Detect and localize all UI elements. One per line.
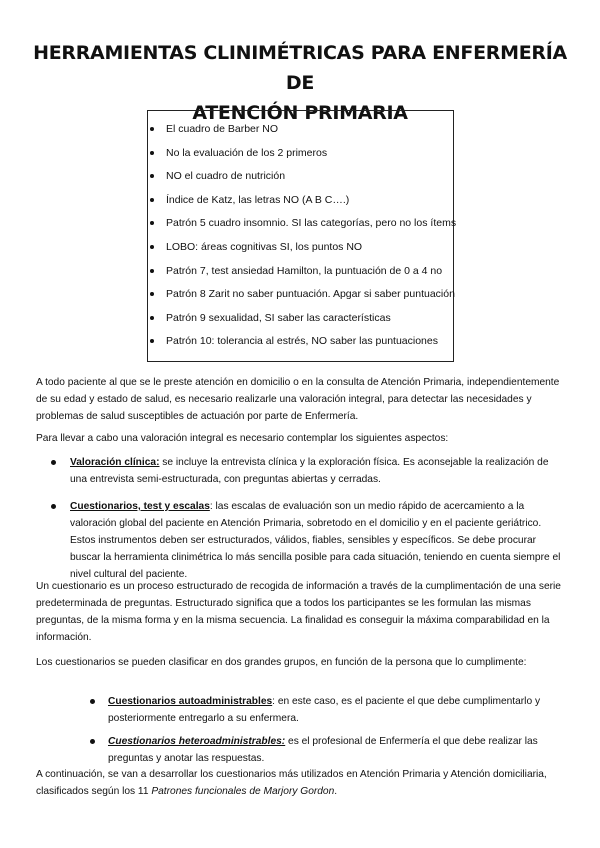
aspect-text: : las escalas de evaluación son un medio rápido de acercamiento a la valoración global del paciente en Atención Primaria, sobretodo en el domicilio y en el paciente geriátrico. Estos instrumentos deben ser estructurados, válidos, fiables, sensibles y específicos. Se debe procurar buscar la herramienta clinimétrica lo más sencilla posible para cada situación, teniendo en cuenta siempre el nivel cultural del paciente. bbox=[70, 501, 561, 580]
intro-paragraph: A todo paciente al que se le preste atención en domicilio o en la consulta de Atención Primaria, independientemente de su edad y estado de salud, es necesario realizarle una valoración integral, para detectar las necesidades y problemas de salud susceptibles de actuación por parte de Enfermería. bbox=[36, 377, 560, 422]
questionnaire-types-list bbox=[90, 693, 560, 773]
page-title-line-2: ATENCIÓN PRIMARIA bbox=[192, 102, 408, 124]
bullet-icon bbox=[51, 504, 56, 509]
list-item: No la evaluación de los 2 primeros bbox=[148, 145, 453, 169]
list-item: Patrón 10: tolerancia al estrés, NO saber las puntuaciones bbox=[148, 333, 453, 357]
bullet-icon bbox=[150, 127, 154, 131]
bullet-icon bbox=[51, 460, 56, 465]
aspects-intro: Para llevar a cabo una valoración integral es necesario contemplar los siguientes aspectos: bbox=[36, 433, 449, 444]
classification-intro: Los cuestionarios se pueden clasificar en dos grandes grupos, en función de la persona que lo cumplimente: bbox=[36, 657, 527, 668]
aspects-list bbox=[36, 454, 566, 593]
closing-paragraph: A continuación, se van a desarrollar los cuestionarios más utilizados en Atención Primaria y Atención domiciliaria, clasificados según los 11 Patrones funcionales de Marjory Gordon. bbox=[36, 769, 547, 797]
bullet-icon bbox=[150, 198, 154, 202]
bullet-icon bbox=[90, 739, 95, 744]
type-text: es el profesional de Enfermería el que debe realizar las preguntas y anotar las respuestas. bbox=[108, 736, 538, 764]
page-title-line-1: HERRAMIENTAS CLINIMÉTRICAS PARA ENFERMERÍA DE bbox=[33, 42, 567, 94]
list-item: Patrón 7, test ansiedad Hamilton, la puntuación de 0 a 4 no bbox=[148, 263, 453, 287]
aspect-term: Cuestionarios, test y escalas bbox=[70, 501, 210, 512]
list-item: NO el cuadro de nutrición bbox=[148, 168, 453, 192]
list-item bbox=[36, 498, 566, 583]
list-item: LOBO: áreas cognitivas SI, los puntos NO bbox=[148, 239, 453, 263]
notes-list bbox=[148, 111, 457, 357]
list-item bbox=[36, 454, 566, 488]
list-item: Índice de Katz, las letras NO (A B C….) bbox=[148, 192, 453, 216]
bullet-icon bbox=[150, 316, 154, 320]
aspect-term: Valoración clínica: bbox=[70, 457, 160, 468]
type-term: Cuestionarios autoadministrables bbox=[108, 696, 273, 707]
list-item: Patrón 5 cuadro insomnio. SI las categorías, pero no los ítems bbox=[148, 215, 453, 239]
type-text: : en este caso, es el paciente el que debe cumplimentarlo y posteriormente entregarlo a su enfermera. bbox=[108, 696, 541, 724]
list-item: Patrón 8 Zarit no saber puntuación. Apgar si saber puntuación bbox=[148, 286, 453, 310]
type-term: Cuestionarios heteroadministrables: bbox=[108, 736, 286, 747]
bullet-icon bbox=[150, 292, 154, 296]
bullet-icon bbox=[150, 339, 154, 343]
bullet-icon bbox=[150, 151, 154, 155]
list-item bbox=[90, 733, 560, 767]
list-item: El cuadro de Barber NO bbox=[148, 121, 453, 145]
aspect-text: se incluye la entrevista clínica y la exploración física. Es aconsejable la realización de una entrevista semi-estructurada, con preguntas abiertas y cerradas. bbox=[70, 457, 549, 485]
bullet-icon bbox=[150, 221, 154, 225]
list-item bbox=[90, 693, 560, 727]
questionnaire-definition: Un cuestionario es un proceso estructurado de recogida de información a través de la cumplimentación de una serie predeterminada de preguntas. Estructurado significa que a todos los participantes se les formulan las mismas preguntas, de la misma forma y en la misma secuencia. La finalidad es conseguir la máxima comparabilidad en la información. bbox=[36, 581, 561, 643]
bullet-icon bbox=[90, 699, 95, 704]
bullet-icon bbox=[150, 245, 154, 249]
bullet-icon bbox=[150, 174, 154, 178]
bullet-icon bbox=[150, 269, 154, 273]
gordon-patterns: Patrones funcionales de Marjory Gordon bbox=[151, 786, 335, 797]
notes-box bbox=[147, 110, 457, 362]
list-item: Patrón 9 sexualidad, SI saber las características bbox=[148, 310, 453, 334]
